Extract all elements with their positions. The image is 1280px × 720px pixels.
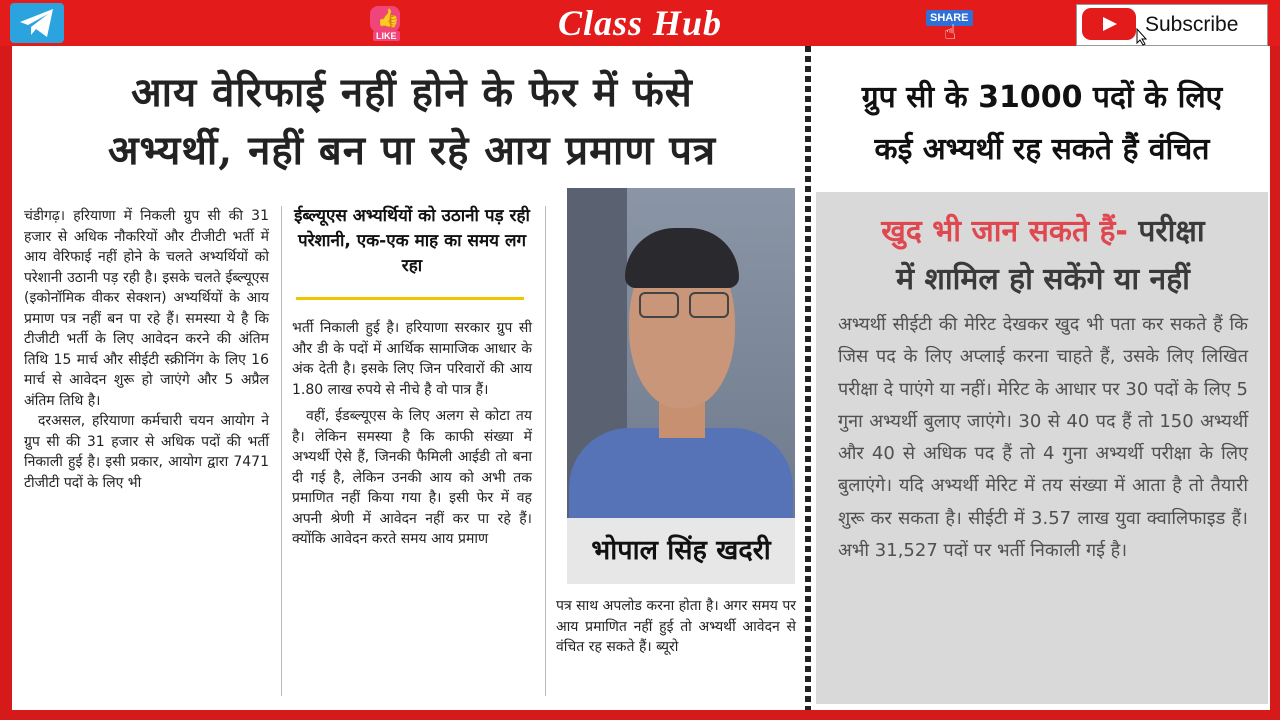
subscribe-button[interactable] — [1076, 4, 1268, 46]
side-title-line-2: कई अभ्यर्थी रह सकते हैं वंचित — [874, 132, 1210, 167]
person-photo — [567, 188, 795, 518]
share-label: SHARE — [926, 10, 973, 26]
subscribe-label: Subscribe — [1145, 13, 1239, 36]
info-box-heading-highlight: खुद भी जान सकते हैं- — [881, 214, 1128, 249]
article-subheadline: ईब्ल्यूएस अभ्यर्थियों को उठानी पड़ रही परेशानी, एक-एक माह का समय लग रहा — [294, 206, 530, 276]
column-rule — [281, 206, 282, 696]
pointer-hand-icon: ☝ — [944, 20, 957, 44]
article-column-1 — [24, 206, 269, 493]
article-column-2 — [292, 318, 532, 550]
info-box-paragraph: अभ्यर्थी सीईटी की मेरिट देखकर खुद भी पता कर सकते हैं कि जिस पद के लिए अप्लाई करना चाहते हैं, उसके लिए लिखित परीक्षा दे पाएंगे या नहीं। मेरिट के आधार पर 30 पदों के लिए 5 गुना अभ्यर्थी बुलाए जाएंगे। 30 से 40 पद हैं तो 150 अभ्यर्थी और 40 से अधिक पद हैं तो 4 गुना अभ्यर्थी परीक्षा के लिए बुलाएंगे। यदि अभ्यर्थी मेरिट में तय संख्या में आता है तो तैयारी शुरू कर सकता है। सीईटी में 3.57 लाख युवा क्वालिफाइड हैं। अभी 31,527 पदों पर भर्ती निकाली गई है। — [838, 314, 1248, 562]
like-label: LIKE — [373, 31, 400, 41]
article-paragraph: पत्र साथ अपलोड करना होता है। अगर समय पर आय प्रमाणित नहीं हुई तो अभ्यर्थी आवेदन से वंचित रह सकते हैं। ब्यूरो — [556, 598, 796, 655]
column-divider — [805, 46, 811, 710]
side-title-line-1: ग्रुप सी के 31000 पदों के लिए — [861, 80, 1223, 115]
share-button[interactable] — [926, 6, 973, 44]
article-headline — [22, 64, 802, 180]
photo-caption: भोपाल सिंह खदरी — [567, 518, 795, 584]
youtube-icon — [1082, 8, 1136, 40]
headline-line-1: आय वेरिफाई नहीं होने के फेर में फंसे — [131, 69, 693, 116]
column-rule — [545, 206, 546, 696]
headline-line-2: अभ्यर्थी, नहीं बन पा रहे आय प्रमाण पत्र — [107, 127, 717, 174]
article-paragraph: दरअसल, हरियाणा कर्मचारी चयन आयोग ने ग्रुप सी की 31 हजार से अधिक पदों की भर्ती निकाली हुई है। इसी प्रकार, आयोग द्वारा 7471 टीजीटी पदों के लिए भी — [24, 413, 269, 491]
mouse-cursor-icon — [1136, 28, 1148, 46]
article-paragraph: वहीं, ईडब्ल्यूएस के लिए अलग से कोटा तय है। लेकिन समस्या है कि काफी संख्या में अभ्यर्थी ऐसे हैं, जिनकी फैमिली आईडी तो बना दी गई है, लेकिन उनकी आय को अभी तक प्रमाणित नहीं किया गया है। इसी फेर में वह अपनी श्रेणी में आवेदन नहीं कर पा रहे हैं। क्योंकि आवेदन करते समय आय प्रमाण — [292, 408, 532, 547]
side-title — [816, 72, 1268, 176]
info-box-heading-line-2: में शामिल हो सकेंगे या नहीं — [896, 262, 1190, 297]
article-paragraph: चंडीगढ़। हरियाणा में निकली ग्रुप सी की 31 हजार से अधिक नौकरियों और टीजीटी भर्ती में आय वेरिफाई नहीं होने के चलते अभ्यर्थियों को परेशानी उठानी पड़ रही है। इसके चलते ईब्ल्यूएस (इकोनॉमिक वीकर सेक्शन) अभ्यर्थियों के आय प्रमाण पत्र नहीं बन पा रहे हैं। समस्या ये है कि टीजीटी भर्ती के लिए आवेदन करने की अंतिम तिथि 15 मार्च और सीईटी स्क्रीनिंग के लिए 16 मार्च से आवेदन शुरू हो जाएंगे और 5 अप्रैल अंतिम तिथि है। — [24, 208, 269, 409]
article-paragraph: भर्ती निकाली हुई है। हरियाणा सरकार ग्रुप सी और डी के पदों में आर्थिक सामाजिक आधार के अंक देती है। इसके लिए जिन परिवारों की आय 1.80 लाख रुपये से नीचे है वो पात्र हैं। — [292, 320, 532, 398]
info-box-heading-text: परीक्षा — [1127, 214, 1205, 249]
subhead-underline — [296, 297, 524, 300]
info-box-heading — [824, 208, 1262, 304]
article-column-3 — [556, 596, 796, 658]
info-box-body — [838, 309, 1248, 567]
thumbs-up-icon: 👍 — [377, 8, 400, 29]
channel-logo: Class Hub — [557, 3, 723, 43]
